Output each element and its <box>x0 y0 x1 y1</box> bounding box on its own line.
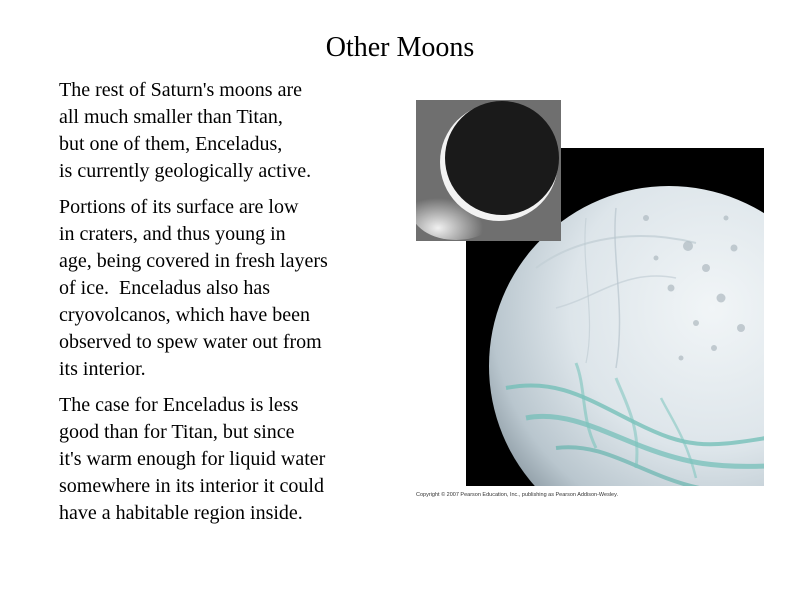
text-line: The rest of Saturn's moons are <box>59 79 302 101</box>
backlit-enceladus-photo <box>416 100 561 241</box>
text-line: is currently geologically active. <box>59 160 312 182</box>
text-line: cryovolcanos, which have been <box>59 304 311 326</box>
text-line: age, being covered in fresh layers <box>59 250 328 272</box>
text-line: it's warm enough for liquid water <box>59 448 326 470</box>
slide-body <box>59 77 404 536</box>
text-line: all much smaller than Titan, <box>59 106 283 128</box>
text-line: in craters, and thus young in <box>59 223 286 245</box>
paragraph-habitability <box>59 392 404 527</box>
text-line: of ice. Enceladus also has <box>59 277 271 299</box>
paragraph-saturn-moons <box>59 77 404 185</box>
image-copyright: Copyright © 2007 Pearson Education, Inc., publishing as Pearson Addison-Wesley. <box>416 492 618 498</box>
text-line: good than for Titan, but since <box>59 421 295 443</box>
text-line: The case for Enceladus is less <box>59 394 299 416</box>
text-line: have a habitable region inside. <box>59 502 303 524</box>
slide-title: Other Moons <box>325 32 475 63</box>
moon-shadow <box>445 101 559 215</box>
text-line: somewhere in its interior it could <box>59 475 324 497</box>
text-line: but one of them, Enceladus, <box>59 133 283 155</box>
paragraph-surface <box>59 194 404 383</box>
text-line: Portions of its surface are low <box>59 196 299 218</box>
text-line: observed to spew water out from <box>59 331 322 353</box>
backlit-moon-illustration <box>416 100 561 241</box>
text-line: its interior. <box>59 358 146 380</box>
